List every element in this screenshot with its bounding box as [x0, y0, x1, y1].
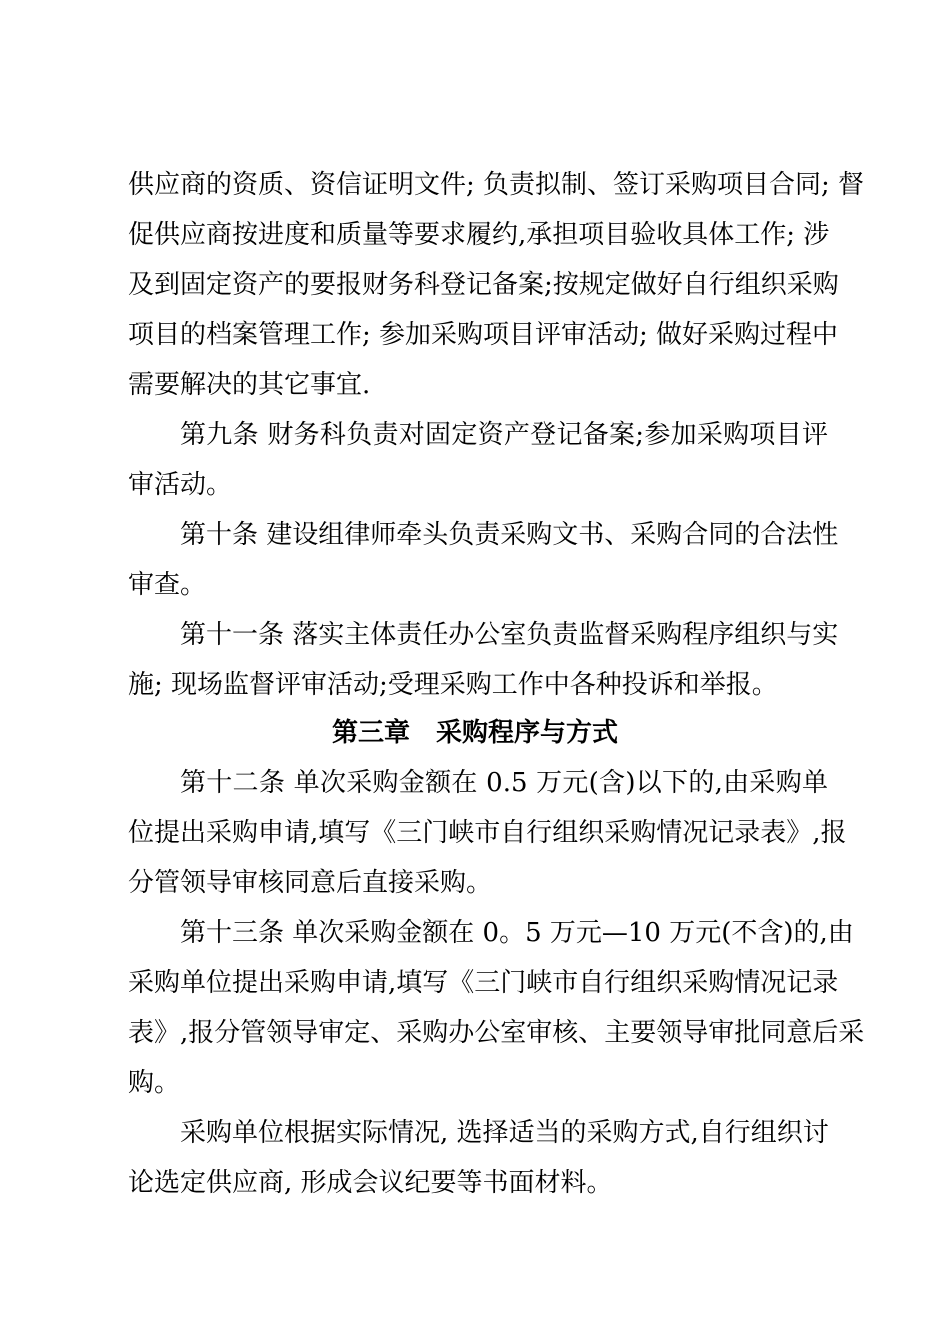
paragraph-line: 需要解决的其它事宜.: [128, 370, 371, 400]
article-12-line: 位提出采购申请,填写《三门峡市自行组织采购情况记录表》,报: [128, 818, 847, 848]
article-12-line: 分管领导审核同意后直接采购。: [128, 868, 493, 898]
article-12-line: 第十二条 单次采购金额在 0.5 万元(含)以下的,由采购单: [180, 768, 828, 798]
article-13-line: 表》,报分管领导审定、采购办公室审核、主要领导审批同意后采: [128, 1018, 865, 1048]
article-9-line: 第九条 财务科负责对固定资产登记备案;参加采购项目评: [180, 420, 828, 450]
chapter-heading: 第三章 采购程序与方式: [331, 718, 618, 748]
article-11-line: 施; 现场监督评审活动;受理采购工作中各种投诉和举报。: [128, 670, 778, 700]
article-13-line: 采购单位提出采购申请,填写《三门峡市自行组织采购情况记录: [128, 968, 839, 998]
paragraph-line: 促供应商按进度和质量等要求履约,承担项目验收具体工作; 涉: [128, 220, 830, 250]
procurement-method-line: 采购单位根据实际情况, 选择适当的采购方式,自行组织讨: [180, 1118, 829, 1148]
paragraph-line: 供应商的资质、资信证明文件; 负责拟制、签订采购项目合同; 督: [128, 170, 865, 200]
article-13-line: 第十三条 单次采购金额在 0。5 万元—10 万元(不含)的,由: [180, 918, 854, 948]
article-10-line: 第十条 建设组律师牵头负责采购文书、采购合同的合法性: [180, 520, 839, 550]
paragraph-line: 及到固定资产的要报财务科登记备案;按规定做好自行组织采购: [128, 270, 839, 300]
article-13-line: 购。: [128, 1068, 181, 1098]
procurement-method-line: 论选定供应商, 形成会议纪要等书面材料。: [128, 1168, 613, 1198]
article-10-line: 审查。: [128, 570, 207, 600]
paragraph-line: 项目的档案管理工作; 参加采购项目评审活动; 做好采购过程中: [128, 320, 839, 350]
article-9-line: 审活动。: [128, 470, 233, 500]
article-11-line: 第十一条 落实主体责任办公室负责监督采购程序组织与实: [180, 620, 839, 650]
